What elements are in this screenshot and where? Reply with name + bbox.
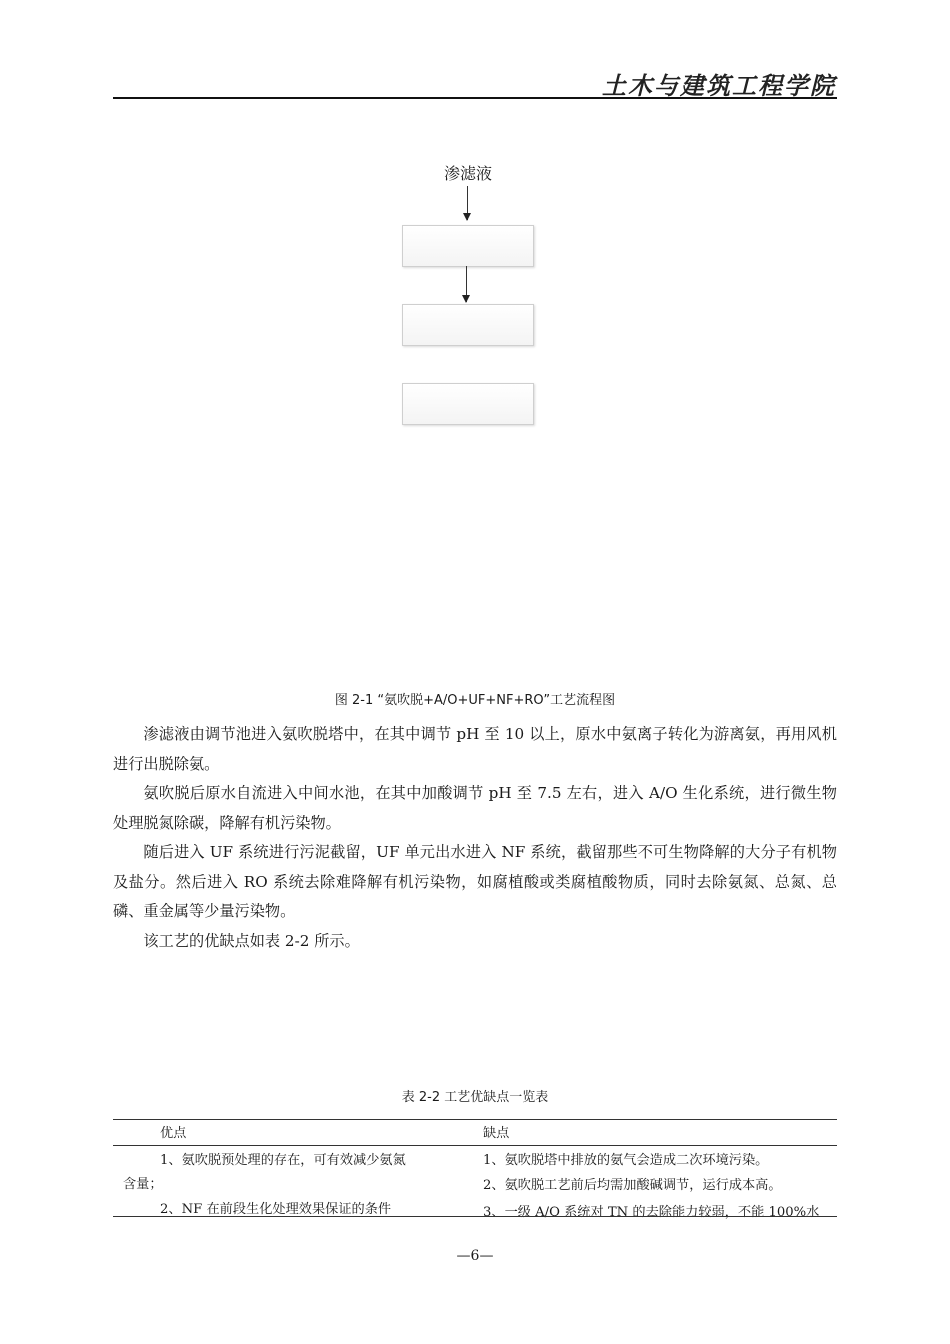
table-header-rule [113, 1145, 837, 1146]
flow-arrow-2 [466, 266, 467, 302]
school-logo-text: 土木与建筑工程学院 [602, 71, 836, 100]
table-header-advantages: 优点 [160, 1126, 187, 1141]
flow-box-2 [402, 304, 534, 346]
paragraph-1: 渗滤液由调节池进入氨吹脱塔中，在其中调节 pH 至 10 以上，原水中氨离子转化为游离氨，再用风机进行出脱除氨。 [113, 725, 837, 773]
table-cell-disadvantage: 2、氨吹脱工艺前后均需加酸碱调节，运行成本高。 [483, 1178, 782, 1193]
table-cell-advantage: 含量； [123, 1177, 163, 1192]
figure-caption: 图 2-1 “氨吹脱+A/O+UF+NF+RO”工艺流程图 [334, 693, 616, 708]
table-bottom-rule [113, 1216, 837, 1217]
table-cell-disadvantage: 1、氨吹脱塔中排放的氨气会造成二次环境污染。 [483, 1153, 769, 1168]
paragraph-3: 随后进入 UF 系统进行污泥截留，UF 单元出水进入 NF 系统，截留那些不可生物降解的大分子有机物及盐分。然后进入 RO 系统去除难降解有机污染物，如腐植酸或类腐植酸物质，同时去除氨氮、总氮、总磷、重金属等少量污染物。 [113, 843, 837, 920]
table-top-rule [113, 1119, 837, 1120]
table-header-disadvantages: 缺点 [483, 1126, 510, 1141]
flow-arrow-1 [467, 186, 468, 220]
flowchart-start-label: 渗滤液 [443, 164, 492, 183]
paragraph-2: 氨吹脱后原水自流进入中间水池，在其中加酸调节 pH 至 7.5 左右，进入 A/O 生化系统，进行微生物处理脱氮除碳，降解有机污染物。 [113, 784, 837, 832]
flow-box-1 [402, 225, 534, 267]
table-caption: 表 2-2 工艺优缺点一览表 [401, 1090, 549, 1105]
table-cell-advantage: 2、NF 在前段生化处理效果保证的条件 [160, 1202, 392, 1217]
paragraph-4: 该工艺的优缺点如表 2-2 所示。 [143, 932, 360, 950]
table-cell-advantage: 1、氨吹脱预处理的存在，可有效减少氨氮 [160, 1153, 406, 1168]
page-number: —6— [456, 1248, 494, 1264]
header-rule [113, 97, 837, 99]
table-cell-disadvantage: 3、一级 A/O 系统对 TN 的去除能力较弱，不能 100%水 [483, 1205, 820, 1220]
flow-box-3 [402, 383, 534, 425]
